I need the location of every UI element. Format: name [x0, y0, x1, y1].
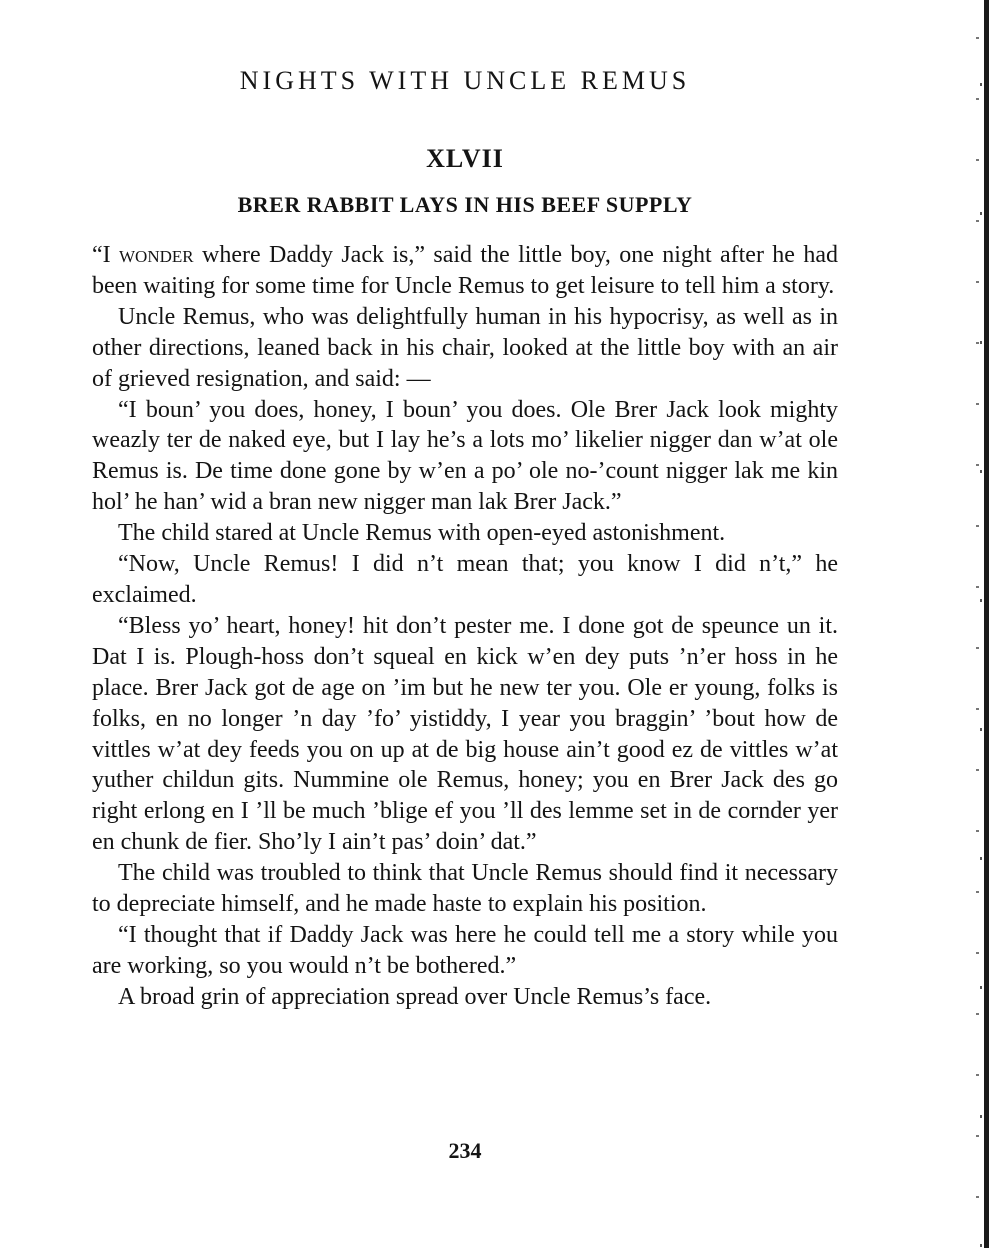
chapter-number: XLVII — [426, 144, 504, 173]
chapter-title: BRER RABBIT LAYS IN HIS BEEF SUPPLY — [237, 192, 693, 217]
paragraph-2: Uncle Remus, who was delightfully human in his hypocrisy, as well as in other directions, leaned back in his chair, looked at the little boy with an air of grieved resignation, and said: — — [92, 303, 838, 392]
paragraph-8: “I thought that if Daddy Jack was here he could tell me a story while you are working, so you would n’t be bothered.” — [92, 921, 838, 979]
paragraph-6: “Bless yo’ heart, honey! hit don’t pester me. I done got de speunce un it. Dat I is. Plough-hoss don’t squeal en kick w’en dey puts ’n’er hoss in he place. Brer Jack got de age on ’im but he new ter you. Ole er young, folks is folks, en no longer ’n day ’fo’ yistiddy, I year you braggin’ ’bout how de vittles w’at dey feeds you on up at de big house ain’t good ez de vittles w’at yuther childun gits. Nummine ole Remus, honey; you en Brer Jack des go right erlong en I ’ll be much ’blige ef you ’ll des lemme set in de cornder yer en chunk de fier. Sho’ly I ain’t pas’ doin’ dat.” — [92, 612, 838, 856]
small-caps-word: wonder — [119, 242, 194, 268]
paragraph-5: “Now, Uncle Remus! I did n’t mean that; you know I did n’t,” he exclaimed. — [92, 551, 838, 608]
binding-edge — [966, 0, 1000, 1248]
paragraph-3: “I boun’ you does, honey, I boun’ you does. Ole Brer Jack look mighty weazly ter de naked eye, but I lay he’s a lots mo’ likelier nigger dan w’at ole Remus is. De time done gone by w’en a po’ ole no-’count nigger lak me kin hol’ he han’ wid a bran new nigger man lak Brer Jack.” — [92, 396, 838, 516]
paragraph-7: The child was troubled to think that Uncle Remus should find it necessary to depreciate himself, and he made haste to explain his position. — [92, 860, 838, 918]
running-head: NIGHTS WITH UNCLE REMUS — [239, 66, 691, 95]
paragraph-1-open: “I — [92, 242, 120, 268]
paragraph-1-rest: where Daddy Jack is,” said the little boy, one night after he had been waiting for some time for Uncle Remus to get leisure to tell him a story. — [92, 242, 838, 299]
paragraph-9: A broad grin of appreciation spread over Uncle Remus’s face. — [118, 983, 712, 1010]
body-text — [92, 240, 838, 1013]
paragraph-1 — [92, 240, 838, 302]
binding-specks — [966, 0, 1000, 1248]
page-number: 234 — [448, 1138, 482, 1163]
binding-line — [984, 0, 989, 1248]
paragraph-4: The child stared at Uncle Remus with open-eyed astonishment. — [118, 520, 726, 547]
